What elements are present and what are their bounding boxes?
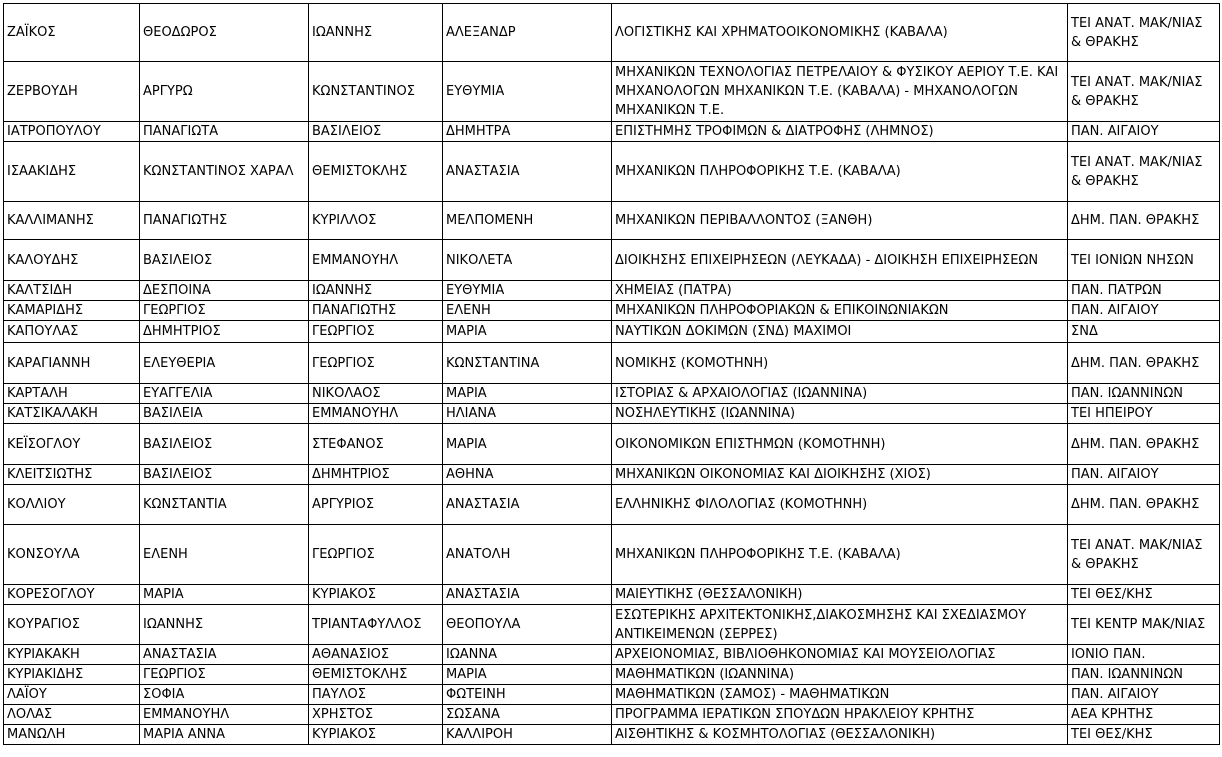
cell-mother: ΝΙΚΟΛΕΤΑ — [443, 240, 612, 281]
cell-surname: ΚΑΜΑΡΙΔΗΣ — [4, 301, 140, 321]
cell-name: ΠΑΝΑΓΙΩΤΑ — [140, 122, 309, 142]
table-row — [4, 343, 1220, 384]
cell-surname: ΚΑΠΟΥΛΑΣ — [4, 321, 140, 343]
cell-mother: ΜΑΡΙΑ — [443, 424, 612, 465]
cell-father: ΝΙΚΟΛΑΟΣ — [309, 384, 443, 404]
cell-father: ΣΤΕΦΑΝΟΣ — [309, 424, 443, 465]
cell-surname: ΚΑΤΣΙΚΑΛΑΚΗ — [4, 404, 140, 424]
cell-name: ΓΕΩΡΓΙΟΣ — [140, 665, 309, 685]
cell-father: ΕΜΜΑΝΟΥΗΛ — [309, 240, 443, 281]
cell-institution: ΔΗΜ. ΠΑΝ. ΘΡΑΚΗΣ — [1068, 202, 1220, 240]
results-table-body — [4, 4, 1220, 745]
cell-institution: ΤΕΙ ΑΝΑΤ. ΜΑΚ/ΝΙΑΣ & ΘΡΑΚΗΣ — [1068, 4, 1220, 62]
cell-department: ΔΙΟΙΚΗΣΗΣ ΕΠΙΧΕΙΡΗΣΕΩΝ (ΛΕΥΚΑΔΑ) - ΔΙΟΙΚΗΣΗ ΕΠΙΧΕΙΡΗΣΕΩΝ — [612, 240, 1068, 281]
cell-department: ΧΗΜΕΙΑΣ (ΠΑΤΡΑ) — [612, 281, 1068, 301]
cell-department: ΜΑΘΗΜΑΤΙΚΩΝ (ΣΑΜΟΣ) - ΜΑΘΗΜΑΤΙΚΩΝ — [612, 685, 1068, 705]
cell-name: ΒΑΣΙΛΕΙΑ — [140, 404, 309, 424]
cell-institution: ΤΕΙ ΑΝΑΤ. ΜΑΚ/ΝΙΑΣ & ΘΡΑΚΗΣ — [1068, 525, 1220, 585]
cell-department: ΝΑΥΤΙΚΩΝ ΔΟΚΙΜΩΝ (ΣΝΔ) ΜΑΧΙΜΟΙ — [612, 321, 1068, 343]
cell-institution: ΤΕΙ ΑΝΑΤ. ΜΑΚ/ΝΙΑΣ & ΘΡΑΚΗΣ — [1068, 62, 1220, 122]
table-row — [4, 384, 1220, 404]
cell-institution: ΠΑΝ. ΙΩΑΝΝΙΝΩΝ — [1068, 665, 1220, 685]
cell-father: ΚΥΡΙΑΚΟΣ — [309, 725, 443, 745]
cell-surname: ΚΛΕΙΤΣΙΩΤΗΣ — [4, 465, 140, 485]
cell-mother: ΑΝΑΣΤΑΣΙΑ — [443, 485, 612, 525]
cell-name: ΓΕΩΡΓΙΟΣ — [140, 301, 309, 321]
cell-surname: ΚΟΛΛΙΟΥ — [4, 485, 140, 525]
cell-surname: ΚΕΪΣΟΓΛΟΥ — [4, 424, 140, 465]
cell-department: ΙΣΤΟΡΙΑΣ & ΑΡΧΑΙΟΛΟΓΙΑΣ (ΙΩΑΝΝΙΝΑ) — [612, 384, 1068, 404]
cell-father: ΓΕΩΡΓΙΟΣ — [309, 525, 443, 585]
cell-mother: ΑΝΑΣΤΑΣΙΑ — [443, 142, 612, 202]
cell-mother: ΗΛΙΑΝΑ — [443, 404, 612, 424]
cell-surname: ΚΟΝΣΟΥΛΑ — [4, 525, 140, 585]
cell-department: ΛΟΓΙΣΤΙΚΗΣ ΚΑΙ ΧΡΗΜΑΤΟΟΙΚΟΝΟΜΙΚΗΣ (ΚΑΒΑΛΑ) — [612, 4, 1068, 62]
cell-institution: ΔΗΜ. ΠΑΝ. ΘΡΑΚΗΣ — [1068, 424, 1220, 465]
cell-father: ΚΥΡΙΛΛΟΣ — [309, 202, 443, 240]
cell-mother: ΕΥΘΥΜΙΑ — [443, 281, 612, 301]
cell-father: ΘΕΜΙΣΤΟΚΛΗΣ — [309, 142, 443, 202]
cell-father: ΓΕΩΡΓΙΟΣ — [309, 321, 443, 343]
cell-surname: ΚΑΛΤΣΙΔΗ — [4, 281, 140, 301]
cell-mother: ΜΑΡΙΑ — [443, 321, 612, 343]
cell-surname: ΖΕΡΒΟΥΔΗ — [4, 62, 140, 122]
cell-father: ΚΩΝΣΤΑΝΤΙΝΟΣ — [309, 62, 443, 122]
cell-father: ΚΥΡΙΑΚΟΣ — [309, 585, 443, 605]
table-row — [4, 645, 1220, 665]
cell-mother: ΣΩΣΑΝΑ — [443, 705, 612, 725]
cell-father: ΑΘΑΝΑΣΙΟΣ — [309, 645, 443, 665]
table-row — [4, 4, 1220, 62]
cell-father: ΒΑΣΙΛΕΙΟΣ — [309, 122, 443, 142]
cell-surname: ΚΑΡΤΑΛΗ — [4, 384, 140, 404]
cell-institution: ΠΑΝ. ΑΙΓΑΙΟΥ — [1068, 301, 1220, 321]
cell-department: ΜΗΧΑΝΙΚΩΝ ΠΛΗΡΟΦΟΡΙΚΗΣ Τ.Ε. (ΚΑΒΑΛΑ) — [612, 142, 1068, 202]
cell-surname: ΛΟΛΑΣ — [4, 705, 140, 725]
table-row — [4, 725, 1220, 745]
cell-department: ΕΠΙΣΤΗΜΗΣ ΤΡΟΦΙΜΩΝ & ΔΙΑΤΡΟΦΗΣ (ΛΗΜΝΟΣ) — [612, 122, 1068, 142]
cell-name: ΑΝΑΣΤΑΣΙΑ — [140, 645, 309, 665]
cell-name: ΔΕΣΠΟΙΝΑ — [140, 281, 309, 301]
cell-mother: ΘΕΟΠΟΥΛΑ — [443, 605, 612, 645]
cell-mother: ΑΝΑΣΤΑΣΙΑ — [443, 585, 612, 605]
cell-mother: ΕΥΘΥΜΙΑ — [443, 62, 612, 122]
cell-institution: ΠΑΝ. ΙΩΑΝΝΙΝΩΝ — [1068, 384, 1220, 404]
cell-surname: ΜΑΝΩΛΗ — [4, 725, 140, 745]
cell-surname: ΙΣΑΑΚΙΔΗΣ — [4, 142, 140, 202]
cell-name: ΕΜΜΑΝΟΥΗΛ — [140, 705, 309, 725]
table-row — [4, 525, 1220, 585]
cell-name: ΚΩΝΣΤΑΝΤΙΑ — [140, 485, 309, 525]
cell-department: ΠΡΟΓΡΑΜΜΑ ΙΕΡΑΤΙΚΩΝ ΣΠΟΥΔΩΝ ΗΡΑΚΛΕΙΟΥ ΚΡΗΤΗΣ — [612, 705, 1068, 725]
cell-name: ΕΥΑΓΓΕΛΙΑ — [140, 384, 309, 404]
table-row — [4, 122, 1220, 142]
cell-mother: ΑΝΑΤΟΛΗ — [443, 525, 612, 585]
cell-father: ΔΗΜΗΤΡΙΟΣ — [309, 465, 443, 485]
cell-department: ΕΣΩΤΕΡΙΚΗΣ ΑΡΧΙΤΕΚΤΟΝΙΚΗΣ,ΔΙΑΚΟΣΜΗΣΗΣ ΚΑΙ ΣΧΕΔΙΑΣΜΟΥ ΑΝΤΙΚΕΙΜΕΝΩΝ (ΣΕΡΡΕΣ) — [612, 605, 1068, 645]
cell-father: ΘΕΜΙΣΤΟΚΛΗΣ — [309, 665, 443, 685]
table-row — [4, 685, 1220, 705]
cell-father: ΠΑΝΑΓΙΩΤΗΣ — [309, 301, 443, 321]
cell-father: ΧΡΗΣΤΟΣ — [309, 705, 443, 725]
table-row — [4, 665, 1220, 685]
cell-name: ΒΑΣΙΛΕΙΟΣ — [140, 465, 309, 485]
cell-surname: ΚΥΡΙΑΚΙΔΗΣ — [4, 665, 140, 685]
cell-name: ΔΗΜΗΤΡΙΟΣ — [140, 321, 309, 343]
cell-institution: ΤΕΙ ΘΕΣ/ΚΗΣ — [1068, 725, 1220, 745]
cell-department: ΜΗΧΑΝΙΚΩΝ ΤΕΧΝΟΛΟΓΙΑΣ ΠΕΤΡΕΛΑΙΟΥ & ΦΥΣΙΚΟΥ ΑΕΡΙΟΥ Τ.Ε. ΚΑΙ ΜΗΧΑΝΟΛΟΓΩΝ ΜΗΧΑΝΙΚΩΝ Τ.Ε. (ΚΑΒΑΛΑ) - ΜΗΧΑΝΟΛΟΓΩΝ ΜΗΧΑΝΙΚΩΝ Τ.Ε. — [612, 62, 1068, 122]
cell-institution: ΙΟΝΙΟ ΠΑΝ. — [1068, 645, 1220, 665]
table-row — [4, 404, 1220, 424]
cell-father: ΠΑΥΛΟΣ — [309, 685, 443, 705]
cell-department: ΝΟΣΗΛΕΥΤΙΚΗΣ (ΙΩΑΝΝΙΝΑ) — [612, 404, 1068, 424]
cell-name: ΙΩΑΝΝΗΣ — [140, 605, 309, 645]
cell-department: ΜΗΧΑΝΙΚΩΝ ΠΕΡΙΒΑΛΛΟΝΤΟΣ (ΞΑΝΘΗ) — [612, 202, 1068, 240]
cell-name: ΑΡΓΥΡΩ — [140, 62, 309, 122]
cell-institution: ΣΝΔ — [1068, 321, 1220, 343]
cell-mother: ΑΘΗΝΑ — [443, 465, 612, 485]
cell-mother: ΔΗΜΗΤΡΑ — [443, 122, 612, 142]
cell-mother: ΜΑΡΙΑ — [443, 384, 612, 404]
cell-department: ΜΗΧΑΝΙΚΩΝ ΠΛΗΡΟΦΟΡΙΑΚΩΝ & ΕΠΙΚΟΙΝΩΝΙΑΚΩΝ — [612, 301, 1068, 321]
cell-department: ΑΡΧΕΙΟΝΟΜΙΑΣ, ΒΙΒΛΙΟΘΗΚΟΝΟΜΙΑΣ ΚΑΙ ΜΟΥΣΕΙΟΛΟΓΙΑΣ — [612, 645, 1068, 665]
cell-department: ΑΙΣΘΗΤΙΚΗΣ & ΚΟΣΜΗΤΟΛΟΓΙΑΣ (ΘΕΣΣΑΛΟΝΙΚΗ) — [612, 725, 1068, 745]
table-row — [4, 485, 1220, 525]
cell-department: ΜΗΧΑΝΙΚΩΝ ΟΙΚΟΝΟΜΙΑΣ ΚΑΙ ΔΙΟΙΚΗΣΗΣ (ΧΙΟΣ) — [612, 465, 1068, 485]
cell-mother: ΙΩΑΝΝΑ — [443, 645, 612, 665]
cell-institution: ΤΕΙ ΙΟΝΙΩΝ ΝΗΣΩΝ — [1068, 240, 1220, 281]
cell-department: ΕΛΛΗΝΙΚΗΣ ΦΙΛΟΛΟΓΙΑΣ (ΚΟΜΟΤΗΝΗ) — [612, 485, 1068, 525]
cell-institution: ΤΕΙ ΗΠΕΙΡΟΥ — [1068, 404, 1220, 424]
cell-mother: ΑΛΕΞΑΝΔΡ — [443, 4, 612, 62]
table-row — [4, 240, 1220, 281]
cell-department: ΜΑΙΕΥΤΙΚΗΣ (ΘΕΣΣΑΛΟΝΙΚΗ) — [612, 585, 1068, 605]
results-table — [3, 3, 1220, 745]
cell-institution: ΠΑΝ. ΑΙΓΑΙΟΥ — [1068, 685, 1220, 705]
cell-department: ΝΟΜΙΚΗΣ (ΚΟΜΟΤΗΝΗ) — [612, 343, 1068, 384]
table-row — [4, 605, 1220, 645]
cell-surname: ΚΟΡΕΣΟΓΛΟΥ — [4, 585, 140, 605]
cell-father: ΑΡΓΥΡΙΟΣ — [309, 485, 443, 525]
table-row — [4, 424, 1220, 465]
cell-mother: ΜΕΛΠΟΜΕΝΗ — [443, 202, 612, 240]
cell-mother: ΚΩΝΣΤΑΝΤΙΝΑ — [443, 343, 612, 384]
cell-surname: ΚΥΡΙΑΚΑΚΗ — [4, 645, 140, 665]
cell-name: ΕΛΕΥΘΕΡΙΑ — [140, 343, 309, 384]
cell-institution: ΠΑΝ. ΠΑΤΡΩΝ — [1068, 281, 1220, 301]
table-row — [4, 705, 1220, 725]
cell-institution: ΔΗΜ. ΠΑΝ. ΘΡΑΚΗΣ — [1068, 485, 1220, 525]
cell-institution: ΠΑΝ. ΑΙΓΑΙΟΥ — [1068, 465, 1220, 485]
cell-name: ΒΑΣΙΛΕΙΟΣ — [140, 240, 309, 281]
cell-mother: ΕΛΕΝΗ — [443, 301, 612, 321]
cell-name: ΚΩΝΣΤΑΝΤΙΝΟΣ ΧΑΡΑΛ — [140, 142, 309, 202]
cell-name: ΠΑΝΑΓΙΩΤΗΣ — [140, 202, 309, 240]
cell-surname: ΖΑΪΚΟΣ — [4, 4, 140, 62]
cell-department: ΟΙΚΟΝΟΜΙΚΩΝ ΕΠΙΣΤΗΜΩΝ (ΚΟΜΟΤΗΝΗ) — [612, 424, 1068, 465]
cell-institution: ΤΕΙ ΑΝΑΤ. ΜΑΚ/ΝΙΑΣ & ΘΡΑΚΗΣ — [1068, 142, 1220, 202]
table-row — [4, 281, 1220, 301]
cell-father: ΓΕΩΡΓΙΟΣ — [309, 343, 443, 384]
cell-surname: ΛΑΪΟΥ — [4, 685, 140, 705]
table-row — [4, 62, 1220, 122]
cell-mother: ΜΑΡΙΑ — [443, 665, 612, 685]
cell-surname: ΚΑΛΟΥΔΗΣ — [4, 240, 140, 281]
cell-name: ΒΑΣΙΛΕΙΟΣ — [140, 424, 309, 465]
cell-father: ΕΜΜΑΝΟΥΗΛ — [309, 404, 443, 424]
table-row — [4, 465, 1220, 485]
cell-department: ΜΗΧΑΝΙΚΩΝ ΠΛΗΡΟΦΟΡΙΚΗΣ Τ.Ε. (ΚΑΒΑΛΑ) — [612, 525, 1068, 585]
cell-institution: ΤΕΙ ΘΕΣ/ΚΗΣ — [1068, 585, 1220, 605]
cell-mother: ΚΑΛΛΙΡΟΗ — [443, 725, 612, 745]
cell-name: ΜΑΡΙΑ — [140, 585, 309, 605]
cell-surname: ΙΑΤΡΟΠΟΥΛΟΥ — [4, 122, 140, 142]
cell-father: ΙΩΑΝΝΗΣ — [309, 281, 443, 301]
cell-name: ΜΑΡΙΑ ΑΝΝΑ — [140, 725, 309, 745]
cell-name: ΣΟΦΙΑ — [140, 685, 309, 705]
cell-name: ΘΕΟΔΩΡΟΣ — [140, 4, 309, 62]
table-row — [4, 202, 1220, 240]
table-row — [4, 321, 1220, 343]
table-row — [4, 301, 1220, 321]
cell-institution: ΠΑΝ. ΑΙΓΑΙΟΥ — [1068, 122, 1220, 142]
cell-mother: ΦΩΤΕΙΝΗ — [443, 685, 612, 705]
table-row — [4, 585, 1220, 605]
table-row — [4, 142, 1220, 202]
cell-surname: ΚΟΥΡΑΓΙΟΣ — [4, 605, 140, 645]
cell-surname: ΚΑΡΑΓΙΑΝΝΗ — [4, 343, 140, 384]
cell-institution: ΑΕΑ ΚΡΗΤΗΣ — [1068, 705, 1220, 725]
cell-surname: ΚΑΛΛΙΜΑΝΗΣ — [4, 202, 140, 240]
cell-father: ΤΡΙΑΝΤΑΦΥΛΛΟΣ — [309, 605, 443, 645]
cell-father: ΙΩΑΝΝΗΣ — [309, 4, 443, 62]
cell-institution: ΔΗΜ. ΠΑΝ. ΘΡΑΚΗΣ — [1068, 343, 1220, 384]
cell-name: ΕΛΕΝΗ — [140, 525, 309, 585]
cell-department: ΜΑΘΗΜΑΤΙΚΩΝ (ΙΩΑΝΝΙΝΑ) — [612, 665, 1068, 685]
cell-institution: ΤΕΙ ΚΕΝΤΡ ΜΑΚ/ΝΙΑΣ — [1068, 605, 1220, 645]
